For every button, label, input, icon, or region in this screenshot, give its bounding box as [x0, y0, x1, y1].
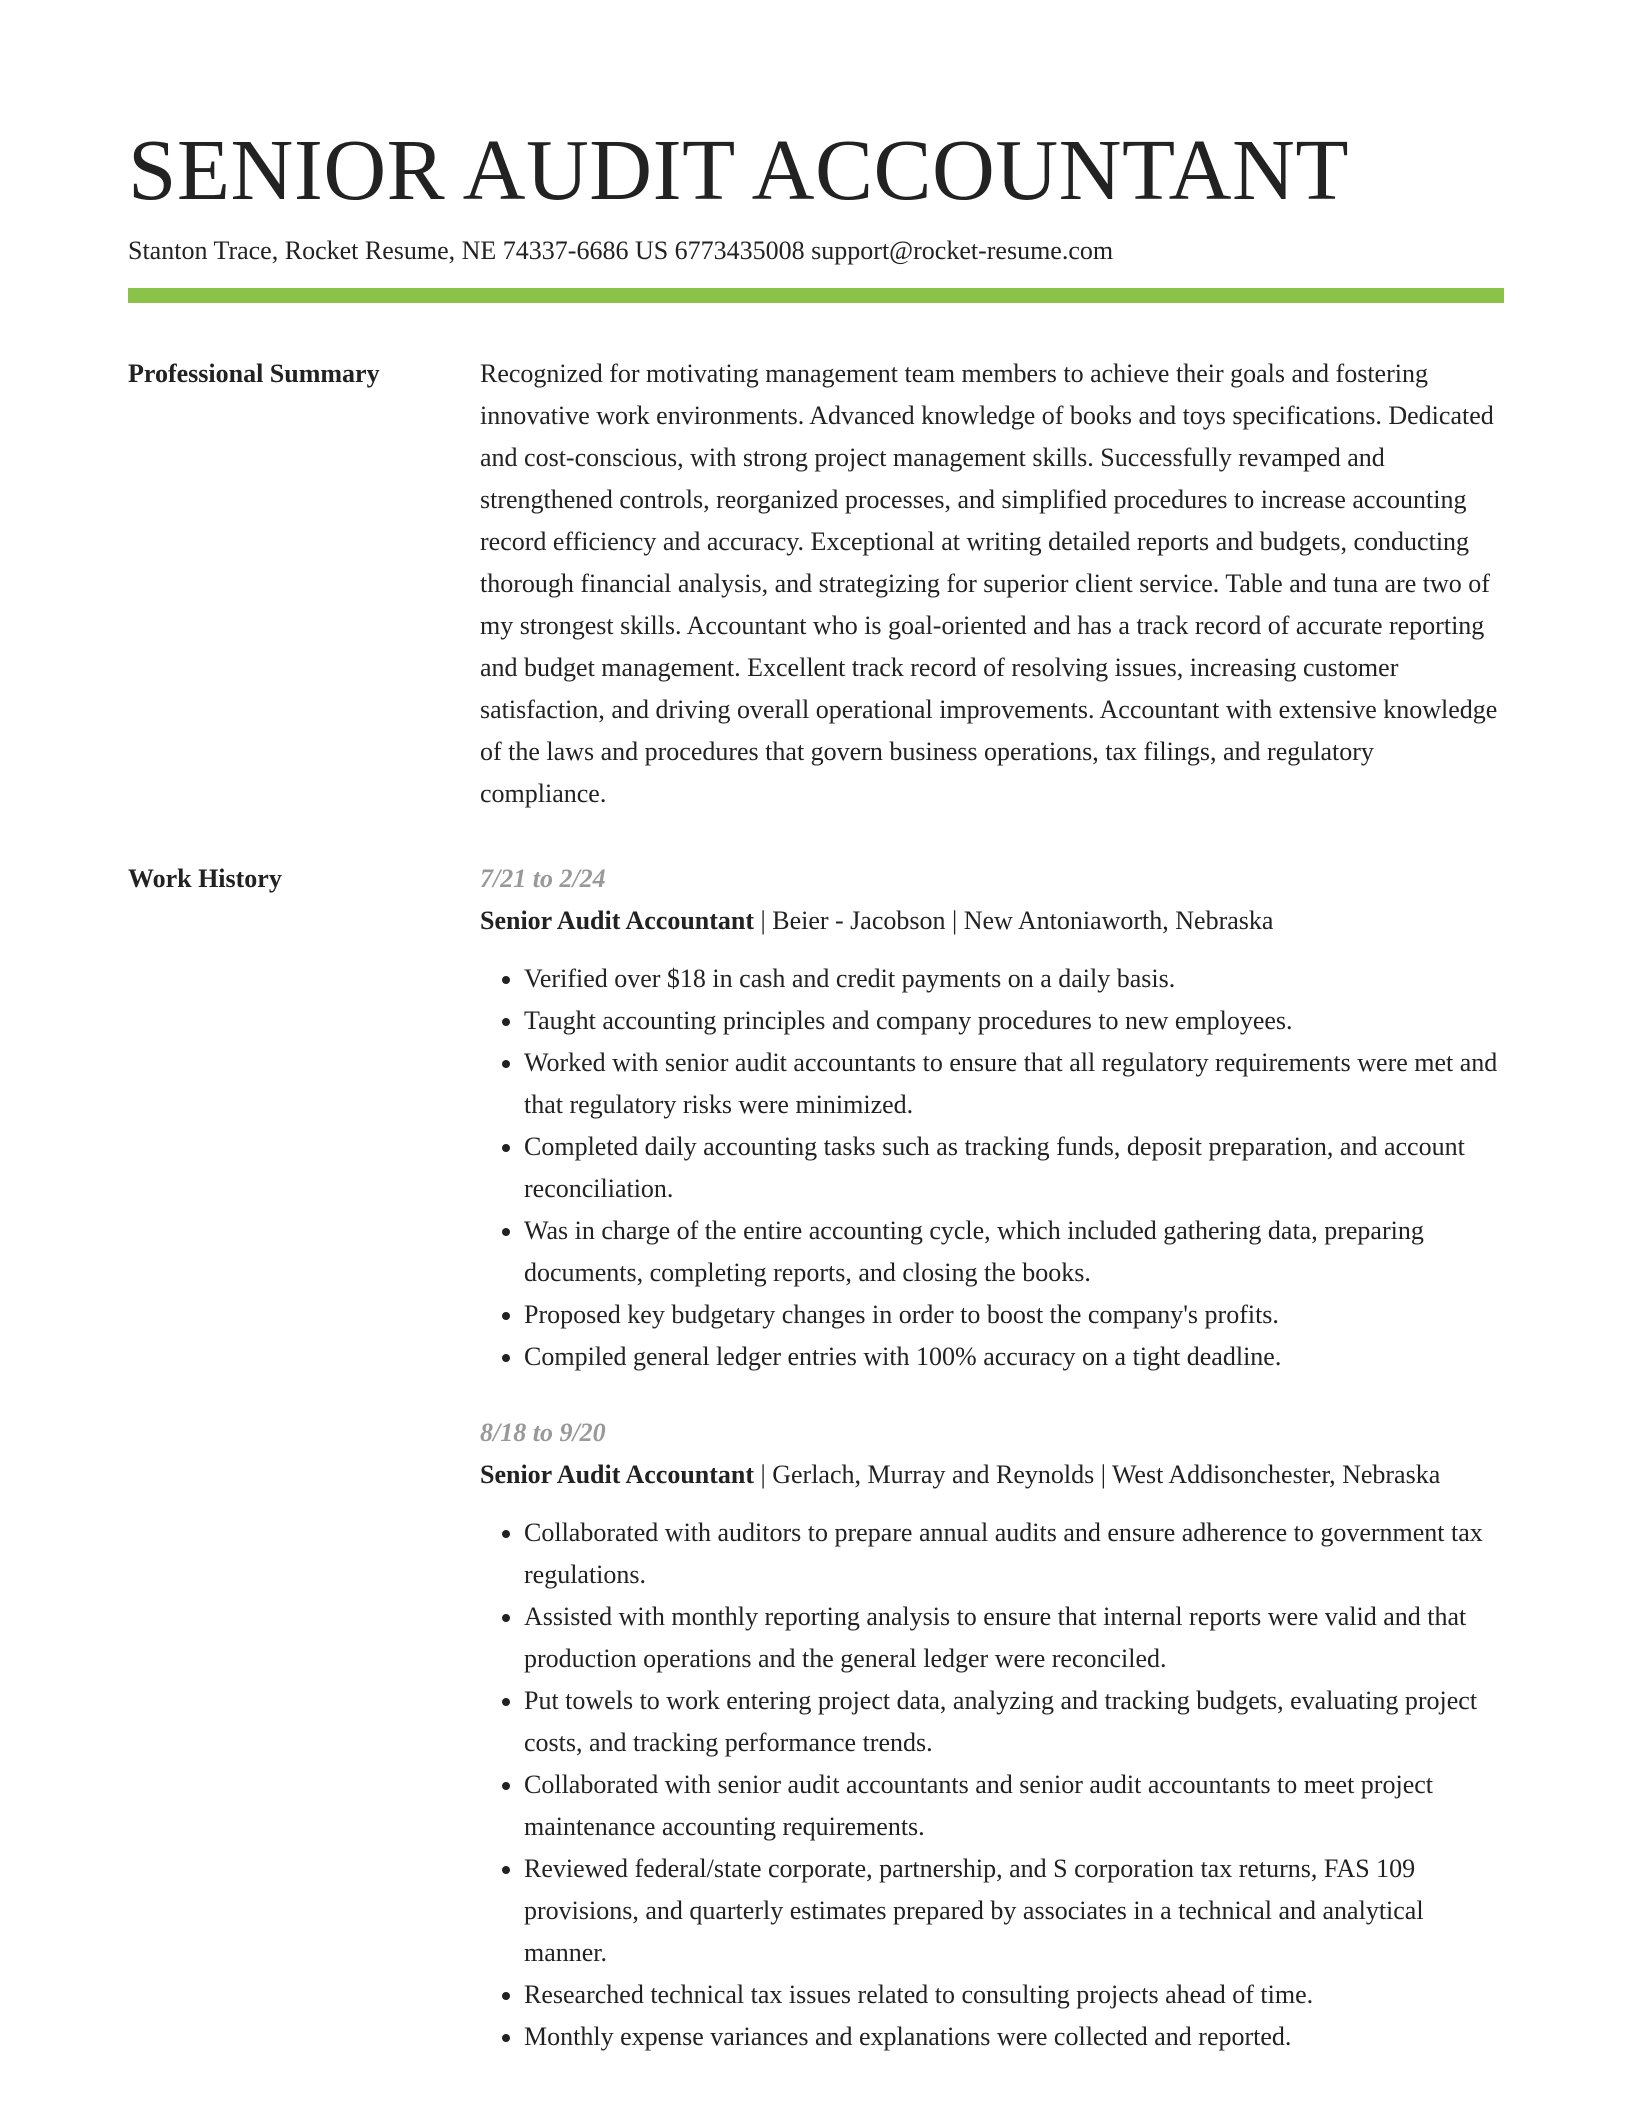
resume-page: [128, 118, 1504, 2058]
work-history-body: [480, 858, 1504, 2058]
job-details: | Gerlach, Murray and Reynolds | West Addisonchester, Nebraska: [754, 1460, 1441, 1489]
job-bullet: • Assisted with monthly reporting analysis to ensure that internal reports were valid and that production operations and the general ledger were reconciled.: [524, 1596, 1504, 1680]
job-bullets: [480, 1512, 1504, 2058]
job-details: | Beier - Jacobson | New Antoniaworth, Nebraska: [754, 906, 1274, 935]
job-bullet: • Proposed key budgetary changes in order to boost the company's profits.: [524, 1294, 1504, 1336]
summary-section: [128, 353, 1504, 815]
header-divider: [128, 288, 1504, 303]
job-title: Senior Audit Accountant: [480, 906, 755, 935]
summary-body: [480, 353, 1504, 815]
job-entry: [480, 858, 1504, 1378]
summary-text: Recognized for motivating management team members to achieve their goals and fostering innovative work environments. Advanced knowledge of books and toys specifications. Dedicated and cost-conscious, with strong project management skills. Successfully revamped and strengthened controls, reorganized processes, and simplified procedures to increase accounting record efficiency and accuracy. Exceptional at writing detailed reports and budgets, conducting thorough financial analysis, and strategizing for superior client service. Table and tuna are two of my strongest skills. Accountant who is goal-oriented and has a track record of accurate reporting and budget management. Excellent track record of resolving issues, increasing customer satisfaction, and driving overall operational improvements. Accountant with extensive knowledge of the laws and procedures that govern business operations, tax filings, and regulatory compliance.: [480, 359, 1498, 808]
job-bullet: • Verified over $18 in cash and credit payments on a daily basis.: [524, 958, 1504, 1000]
job-dates: 8/18 to 9/20: [480, 1418, 606, 1447]
contact-line: Stanton Trace, Rocket Resume, NE 74337-6686 US 6773435008 support@rocket-resume.com: [128, 236, 1114, 265]
job-bullet: • Collaborated with auditors to prepare annual audits and ensure adherence to government tax regulations.: [524, 1512, 1504, 1596]
job-heading: [480, 900, 1504, 942]
job-bullet: • Completed daily accounting tasks such as tracking funds, deposit preparation, and account reconciliation.: [524, 1126, 1504, 1210]
job-bullet: • Put towels to work entering project data, analyzing and tracking budgets, evaluating project costs, and tracking performance trends.: [524, 1680, 1504, 1764]
job-dates: 7/21 to 2/24: [480, 864, 606, 893]
work-history-section: [128, 858, 1504, 2058]
job-bullet: • Researched technical tax issues related to consulting projects ahead of time.: [524, 1974, 1504, 2016]
job-bullets: [480, 958, 1504, 1378]
job-bullet: • Compiled general ledger entries with 100% accuracy on a tight deadline.: [524, 1336, 1504, 1378]
job-bullet: • Monthly expense variances and explanations were collected and reported.: [524, 2016, 1504, 2058]
work-history-heading: Work History: [128, 864, 282, 893]
summary-heading: Professional Summary: [128, 359, 380, 388]
job-entry: [480, 1412, 1504, 2058]
job-heading: [480, 1454, 1504, 1496]
job-bullet: • Reviewed federal/state corporate, partnership, and S corporation tax returns, FAS 109 provisions, and quarterly estimates prepared by associates in a technical and analytical manner.: [524, 1848, 1504, 1974]
job-bullet: • Taught accounting principles and company procedures to new employees.: [524, 1000, 1504, 1042]
job-title: Senior Audit Accountant: [480, 1460, 755, 1489]
resume-title: SENIOR AUDIT ACCOUNTANT: [128, 121, 1349, 218]
job-bullet: • Worked with senior audit accountants to ensure that all regulatory requirements were met and that regulatory risks were minimized.: [524, 1042, 1504, 1126]
job-bullet: • Was in charge of the entire accounting cycle, which included gathering data, preparing documents, completing reports, and closing the books.: [524, 1210, 1504, 1294]
job-bullet: • Collaborated with senior audit accountants and senior audit accountants to meet project maintenance accounting requirements.: [524, 1764, 1504, 1848]
